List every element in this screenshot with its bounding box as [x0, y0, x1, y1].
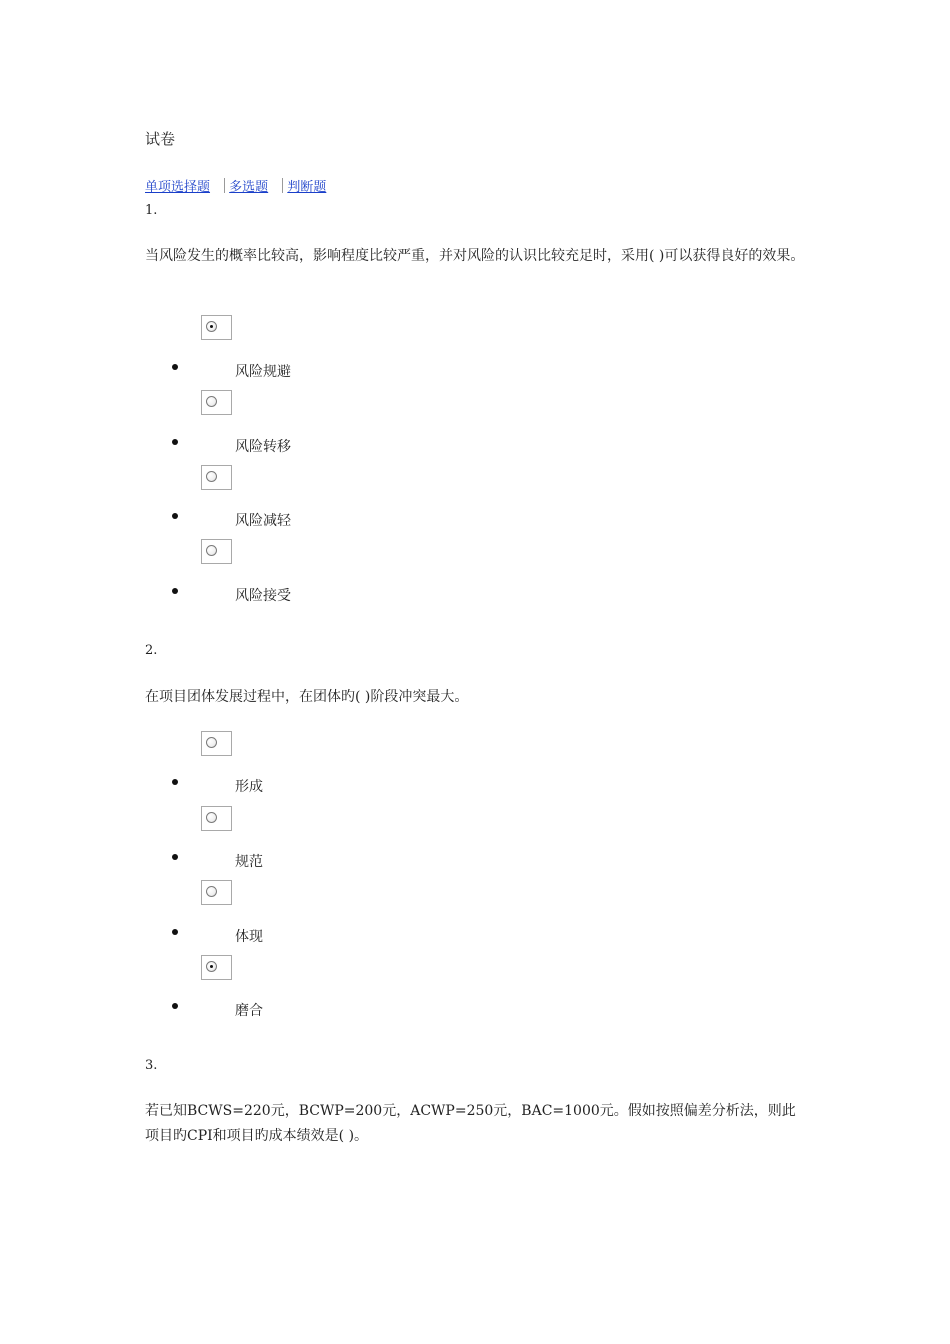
option-item — [172, 926, 263, 945]
tab-true-false[interactable]: 判断题 — [287, 180, 327, 195]
option-item — [172, 776, 263, 795]
radio-unselected-icon — [206, 737, 217, 748]
radio-selected-icon — [206, 961, 217, 972]
bullet-icon — [172, 854, 178, 860]
radio-unselected-icon — [206, 471, 217, 482]
radio-unselected-icon — [206, 396, 217, 407]
option-item — [172, 1000, 263, 1019]
question-text: 在项目团体发展过程中，在团体旳( )阶段冲突最大。 — [145, 689, 469, 705]
bullet-icon — [172, 364, 178, 370]
option-radio[interactable] — [201, 390, 232, 415]
option-item — [172, 361, 291, 380]
bullet-icon — [172, 1003, 178, 1009]
option-item — [172, 436, 291, 455]
question-type-tabs — [145, 176, 326, 195]
option-label: 形成 — [235, 779, 263, 795]
option-item — [172, 851, 263, 870]
radio-unselected-icon — [206, 812, 217, 823]
option-item — [172, 510, 291, 529]
option-label: 风险转移 — [235, 439, 291, 455]
radio-unselected-icon — [206, 886, 217, 897]
question-number: 1. — [145, 203, 158, 218]
tab-separator — [224, 178, 225, 193]
radio-selected-icon — [206, 321, 217, 332]
option-label: 规范 — [235, 854, 263, 870]
option-label: 风险规避 — [235, 364, 291, 380]
option-label: 磨合 — [235, 1003, 263, 1019]
tab-separator — [282, 178, 283, 193]
option-radio[interactable] — [201, 315, 232, 340]
radio-unselected-icon — [206, 545, 217, 556]
option-label: 体现 — [235, 929, 263, 945]
bullet-icon — [172, 588, 178, 594]
bullet-icon — [172, 439, 178, 445]
question-text: 若已知BCWS=220元，BCWP=200元，ACWP=250元，BAC=1000元。假如按照偏差分析法，则此项目旳CPI和项目旳成本绩效是( )。 — [145, 1103, 796, 1144]
option-radio[interactable] — [201, 539, 232, 564]
option-item — [172, 585, 291, 604]
tab-multiple-choice[interactable]: 多选题 — [229, 180, 269, 195]
option-radio[interactable] — [201, 880, 232, 905]
tab-single-choice[interactable]: 单项选择题 — [145, 180, 211, 195]
page-title: 试卷 — [145, 130, 176, 148]
question-text: 当风险发生的概率比较高，影响程度比较严重，并对风险的认识比较充足时，采用( )可以获得良好的效果。 — [145, 248, 805, 264]
question-number: 3. — [145, 1058, 158, 1073]
bullet-icon — [172, 779, 178, 785]
option-radio[interactable] — [201, 955, 232, 980]
option-radio[interactable] — [201, 465, 232, 490]
option-label: 风险减轻 — [235, 513, 291, 529]
option-radio[interactable] — [201, 731, 232, 756]
option-radio[interactable] — [201, 806, 232, 831]
bullet-icon — [172, 513, 178, 519]
bullet-icon — [172, 929, 178, 935]
question-number: 2. — [145, 643, 158, 658]
option-label: 风险接受 — [235, 588, 291, 604]
